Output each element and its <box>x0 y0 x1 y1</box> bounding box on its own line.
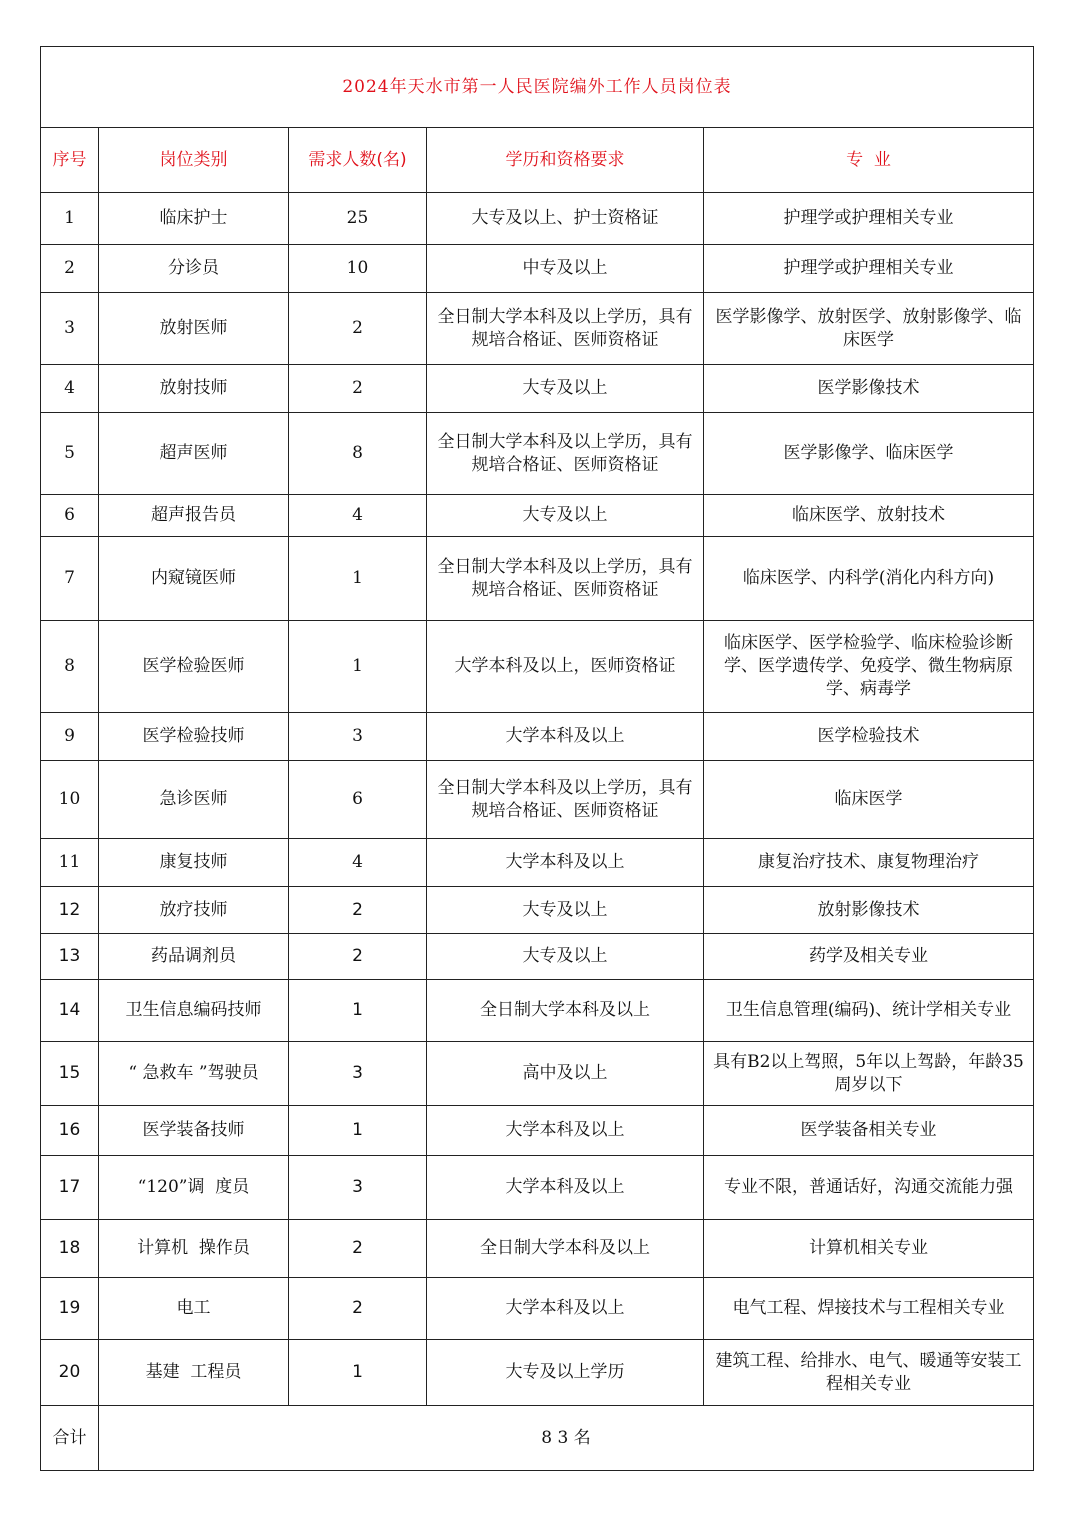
row-position: 计算机 操作员 <box>99 1220 289 1278</box>
row-count: 2 <box>289 1220 427 1278</box>
row-number: 6 <box>41 495 99 537</box>
total-value: 8 3 名 <box>99 1406 1034 1471</box>
row-count: 3 <box>289 1042 427 1106</box>
row-count: 1 <box>289 980 427 1042</box>
row-requirement: 大学本科及以上，医师资格证 <box>427 621 704 713</box>
header-count: 需求人数(名) <box>289 128 427 193</box>
row-number: 4 <box>41 365 99 413</box>
row-major: 计算机相关专业 <box>704 1220 1034 1278</box>
header-row <box>41 128 1034 193</box>
row-number: 15 <box>41 1042 99 1106</box>
row-number: 8 <box>41 621 99 713</box>
row-position: 放射技师 <box>99 365 289 413</box>
row-major: 卫生信息管理(编码)、统计学相关专业 <box>704 980 1034 1042</box>
row-requirement: 全日制大学本科及以上学历，具有规培合格证、医师资格证 <box>427 413 704 495</box>
row-major: 医学影像学、临床医学 <box>704 413 1034 495</box>
row-position: 放射医师 <box>99 293 289 365</box>
row-position: 超声医师 <box>99 413 289 495</box>
row-requirement: 中专及以上 <box>427 245 704 293</box>
table-row <box>41 887 1034 934</box>
table-row <box>41 934 1034 980</box>
table-row <box>41 1156 1034 1220</box>
row-count: 25 <box>289 193 427 245</box>
row-major: 药学及相关专业 <box>704 934 1034 980</box>
row-number: 12 <box>41 887 99 934</box>
table-row <box>41 537 1034 621</box>
header-position: 岗位类别 <box>99 128 289 193</box>
row-major: 临床医学、放射技术 <box>704 495 1034 537</box>
row-position: 内窥镜医师 <box>99 537 289 621</box>
row-count: 4 <box>289 495 427 537</box>
table-row <box>41 621 1034 713</box>
row-requirement: 全日制大学本科及以上学历，具有规培合格证、医师资格证 <box>427 537 704 621</box>
row-position: 基建 工程员 <box>99 1340 289 1406</box>
row-count: 1 <box>289 537 427 621</box>
row-major: 电气工程、焊接技术与工程相关专业 <box>704 1278 1034 1340</box>
row-requirement: 高中及以上 <box>427 1042 704 1106</box>
row-count: 2 <box>289 293 427 365</box>
row-major: 医学影像学、放射医学、放射影像学、临床医学 <box>704 293 1034 365</box>
row-count: 2 <box>289 887 427 934</box>
row-requirement: 全日制大学本科及以上 <box>427 1220 704 1278</box>
row-number: 2 <box>41 245 99 293</box>
header-major: 专 业 <box>704 128 1034 193</box>
row-position: 卫生信息编码技师 <box>99 980 289 1042</box>
row-position: 急诊医师 <box>99 761 289 839</box>
row-count: 4 <box>289 839 427 887</box>
row-count: 3 <box>289 1156 427 1220</box>
row-requirement: 大专及以上 <box>427 365 704 413</box>
row-position: 医学装备技师 <box>99 1106 289 1156</box>
row-position: “120”调 度员 <box>99 1156 289 1220</box>
row-number: 19 <box>41 1278 99 1340</box>
table-row <box>41 245 1034 293</box>
row-position: 药品调剂员 <box>99 934 289 980</box>
row-position: 电工 <box>99 1278 289 1340</box>
row-number: 1 <box>41 193 99 245</box>
row-major: 专业不限，普通话好，沟通交流能力强 <box>704 1156 1034 1220</box>
row-position: 分诊员 <box>99 245 289 293</box>
table-row <box>41 713 1034 761</box>
table-row <box>41 1106 1034 1156</box>
row-major: 建筑工程、给排水、电气、暖通等安装工程相关专业 <box>704 1340 1034 1406</box>
row-requirement: 全日制大学本科及以上学历，具有规培合格证、医师资格证 <box>427 293 704 365</box>
row-count: 2 <box>289 365 427 413</box>
table-row <box>41 495 1034 537</box>
row-requirement: 大学本科及以上 <box>427 1278 704 1340</box>
row-requirement: 大学本科及以上 <box>427 839 704 887</box>
table-row <box>41 365 1034 413</box>
row-number: 14 <box>41 980 99 1042</box>
row-major: 康复治疗技术、康复物理治疗 <box>704 839 1034 887</box>
row-number: 17 <box>41 1156 99 1220</box>
title-row <box>41 47 1034 128</box>
table-row <box>41 980 1034 1042</box>
table-row <box>41 1042 1034 1106</box>
table-row <box>41 761 1034 839</box>
row-count: 10 <box>289 245 427 293</box>
row-count: 1 <box>289 1340 427 1406</box>
table-row <box>41 293 1034 365</box>
row-position: 医学检验医师 <box>99 621 289 713</box>
row-count: 8 <box>289 413 427 495</box>
table-row <box>41 839 1034 887</box>
row-number: 7 <box>41 537 99 621</box>
row-requirement: 大专及以上、护士资格证 <box>427 193 704 245</box>
row-position: 超声报告员 <box>99 495 289 537</box>
row-position: 医学检验技师 <box>99 713 289 761</box>
row-requirement: 大学本科及以上 <box>427 713 704 761</box>
row-major: 放射影像技术 <box>704 887 1034 934</box>
row-major: 具有B2以上驾照，5年以上驾龄，年龄35周岁以下 <box>704 1042 1034 1106</box>
row-requirement: 大学本科及以上 <box>427 1106 704 1156</box>
row-count: 2 <box>289 1278 427 1340</box>
header-no: 序号 <box>41 128 99 193</box>
row-major: 医学检验技术 <box>704 713 1034 761</box>
table-row <box>41 413 1034 495</box>
row-number: 13 <box>41 934 99 980</box>
row-major: 临床医学、内科学(消化内科方向) <box>704 537 1034 621</box>
row-position: 康复技师 <box>99 839 289 887</box>
row-requirement: 大学本科及以上 <box>427 1156 704 1220</box>
position-table <box>40 46 1034 1471</box>
row-number: 20 <box>41 1340 99 1406</box>
row-position: 临床护士 <box>99 193 289 245</box>
table-body <box>41 193 1034 1406</box>
row-major: 医学影像技术 <box>704 365 1034 413</box>
table-row <box>41 1278 1034 1340</box>
table-row <box>41 193 1034 245</box>
row-requirement: 大专及以上 <box>427 934 704 980</box>
row-major: 临床医学 <box>704 761 1034 839</box>
row-requirement: 大专及以上 <box>427 495 704 537</box>
row-requirement: 全日制大学本科及以上 <box>427 980 704 1042</box>
row-requirement: 大专及以上学历 <box>427 1340 704 1406</box>
row-requirement: 全日制大学本科及以上学历，具有规培合格证、医师资格证 <box>427 761 704 839</box>
row-count: 1 <box>289 621 427 713</box>
row-number: 16 <box>41 1106 99 1156</box>
table-row <box>41 1220 1034 1278</box>
header-requirement: 学历和资格要求 <box>427 128 704 193</box>
row-major: 护理学或护理相关专业 <box>704 245 1034 293</box>
total-row <box>41 1406 1034 1471</box>
row-number: 5 <box>41 413 99 495</box>
total-label: 合计 <box>41 1406 99 1471</box>
table-title: 2024年天水市第一人民医院编外工作人员岗位表 <box>41 47 1034 128</box>
row-major: 医学装备相关专业 <box>704 1106 1034 1156</box>
row-count: 1 <box>289 1106 427 1156</box>
row-position: 放疗技师 <box>99 887 289 934</box>
row-number: 11 <box>41 839 99 887</box>
row-number: 3 <box>41 293 99 365</box>
row-requirement: 大专及以上 <box>427 887 704 934</box>
row-number: 10 <box>41 761 99 839</box>
row-count: 6 <box>289 761 427 839</box>
row-count: 2 <box>289 934 427 980</box>
row-major: 临床医学、医学检验学、临床检验诊断学、医学遗传学、免疫学、微生物病原学、病毒学 <box>704 621 1034 713</box>
row-major: 护理学或护理相关专业 <box>704 193 1034 245</box>
row-number: 9 <box>41 713 99 761</box>
row-number: 18 <box>41 1220 99 1278</box>
row-position: “ 急救车 ”驾驶员 <box>99 1042 289 1106</box>
row-count: 3 <box>289 713 427 761</box>
table-row <box>41 1340 1034 1406</box>
